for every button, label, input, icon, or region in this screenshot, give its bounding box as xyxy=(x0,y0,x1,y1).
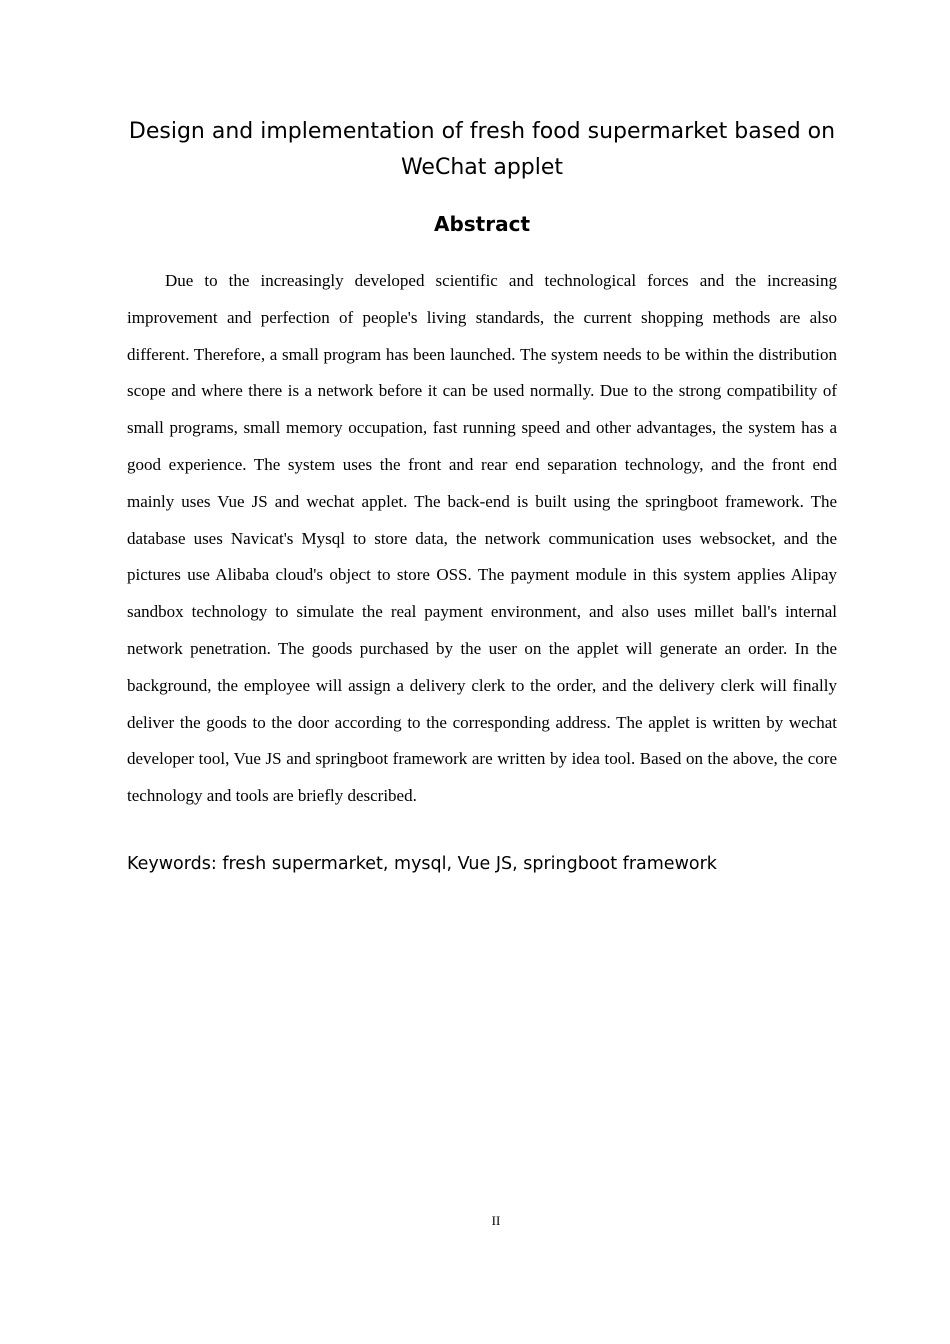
keywords-line: Keywords: fresh supermarket, mysql, Vue JS, springboot framework xyxy=(127,854,717,874)
paper-title: Design and implementation of fresh food supermarket based on WeChat applet xyxy=(128,119,836,180)
abstract-body: Due to the increasingly developed scientific and technological forces and the increasing improvement and perfection of people's living standards, the current shopping methods are also different. Therefore, a small program has been launched. The system needs to be within the distribution scope and where there is a network before it can be used normally. Due to the strong compatibility of small programs, small memory occupation, fast running speed and other advantages, the system has a good experience. The system uses the front and rear end separation technology, and the front end mainly uses Vue JS and wechat applet. The back-end is built using the springboot framework. The database uses Navicat's Mysql to store data, the network communication uses websocket, and the pictures use Alibaba cloud's object to store OSS. The payment module in this system applies Alipay sandbox technology to simulate the real payment environment, and also uses millet ball's internal network penetration. The goods purchased by the user on the applet will generate an order. In the background, the employee will assign a delivery clerk to the order, and the delivery clerk will finally deliver the goods to the door according to the corresponding address. The applet is written by wechat developer tool, Vue JS and springboot framework are written by idea tool. Based on the above, the core technology and tools are briefly described. xyxy=(127,271,837,806)
abstract-heading: Abstract xyxy=(433,212,531,236)
page-number: II xyxy=(491,1213,501,1228)
